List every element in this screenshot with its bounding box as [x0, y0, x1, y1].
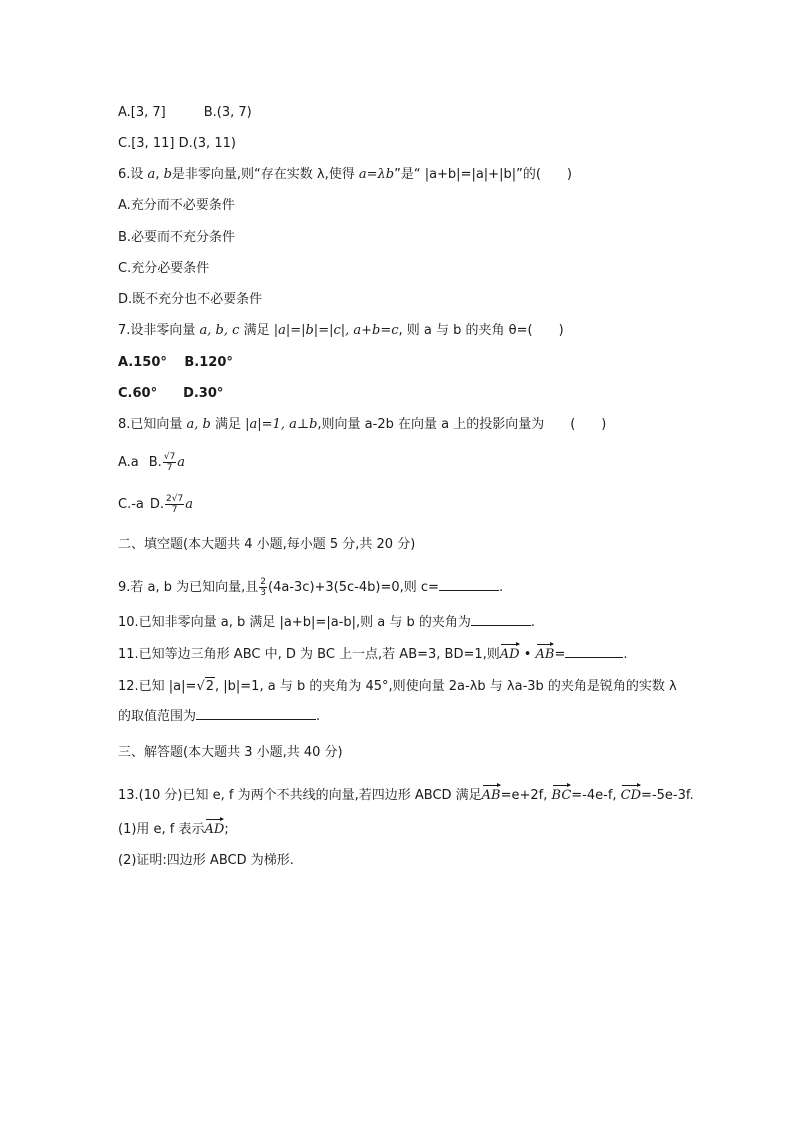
vector-ad: AD	[204, 822, 225, 837]
q10-stem: 10.已知非零向量 a, b 满足 |a+b|=|a-b|,则 a 与 b 的夹角为 .	[118, 615, 536, 630]
q8-options-cd: C.-a D. $\frac{2√7}{7}$ a	[118, 494, 193, 515]
q13-stem: 13.(10 分)已知 e, f 为两个不共线的向量,若四边形 ABCD 满足AB=e+2f, BC=-4e-f, CD=-5e-3f.	[118, 788, 694, 803]
q12-answer-blank[interactable]	[196, 719, 316, 720]
q12-stem: 12.已知 |a|=√2, |b|=1, a 与 b 的夹角为 45°,则使向量 2a-λb 与 λa-3b 的夹角是锐角的实数 λ	[118, 679, 677, 694]
q6-stem: 6.设 a, b是非零向量,则“存在实数 λ,使得 a=λb”是“ |a+b|=|a|+|b|”的( )	[118, 167, 572, 182]
q6-option-b: B.必要而不充分条件	[118, 230, 236, 245]
q11-answer-blank[interactable]	[565, 657, 623, 658]
vector-bc: BC	[551, 788, 572, 803]
q8-options-ab: A.a B. $\frac{√7}{7}$ a	[118, 452, 186, 473]
vector-ad: AD	[499, 647, 520, 662]
section-3-heading: 三、解答题(本大题共 3 小题,共 40 分)	[118, 745, 343, 760]
q8-option-b-fraction: $\frac{√7}{7}$	[163, 452, 176, 473]
q11-stem: 11.已知等边三角形 ABC 中, D 为 BC 上一点,若 AB=3, BD=1,则AD • AB= .	[118, 647, 628, 662]
q7-options-ab: A.150° B.120°	[118, 355, 233, 370]
q5-options-ab	[118, 104, 252, 122]
q9-answer-blank[interactable]	[439, 590, 499, 591]
q13-part-2: (2)证明:四边形 ABCD 为梯形.	[118, 853, 294, 868]
q8-stem: 8.已知向量 a, b 满足 |a|=1, a⊥b,则向量 a-2b 在向量 a 上的投影向量为 ( )	[118, 417, 607, 432]
section-2-heading: 二、填空题(本大题共 4 小题,每小题 5 分,共 20 分)	[118, 537, 416, 552]
q5-options-cd: C.[3, 11] D.(3, 11)	[118, 136, 236, 151]
q9-fraction: $\frac{2}{3}$	[260, 577, 267, 598]
q8-option-a: A.a	[118, 455, 139, 470]
vector-ab: AB	[535, 647, 555, 662]
q5-option-a: A.[3, 7]	[118, 105, 166, 120]
q12-line2: 的取值范围为 .	[118, 709, 321, 724]
q8-option-d-fraction: $\frac{2√7}{7}$	[166, 494, 184, 515]
q6-option-d: D.既不充分也不必要条件	[118, 292, 263, 307]
q6-option-a: A.充分而不必要条件	[118, 198, 235, 213]
vector-ab: AB	[481, 788, 501, 803]
q7-stem: 7.设非零向量 a, b, c 满足 |a|=|b|=|c|, a+b=c, 则 a 与 b 的夹角 θ=( )	[118, 323, 564, 338]
q7-options-cd: C.60° D.30°	[118, 386, 224, 401]
q13-part-1: (1)用 e, f 表示AD;	[118, 822, 229, 837]
q5-option-b: B.(3, 7)	[203, 105, 252, 120]
q8-option-c: C.-a	[118, 497, 144, 512]
q9-stem: 9.若 a, b 为已知向量,且 $\frac{2}{3}$ (4a-3c)+3(5c-4b)=0,则 c= .	[118, 577, 504, 598]
q10-answer-blank[interactable]	[471, 625, 531, 626]
vector-cd: CD	[620, 788, 642, 803]
q12-sqrt: 2	[205, 679, 215, 694]
q6-option-c: C.充分必要条件	[118, 261, 210, 276]
